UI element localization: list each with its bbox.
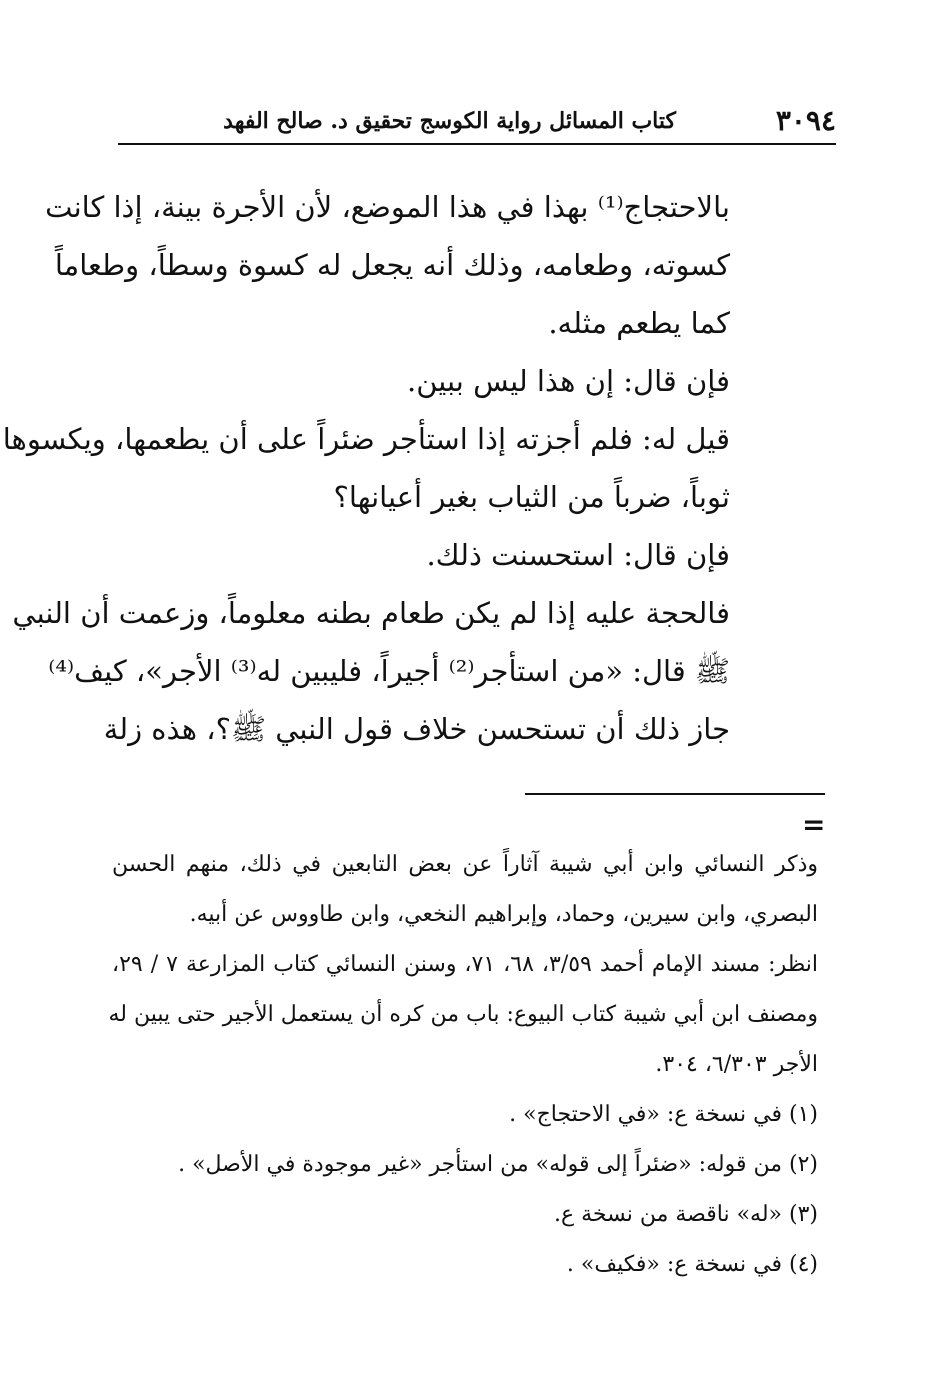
- body-line: كما يطعم مثله.: [548, 306, 730, 340]
- body-line: فإن قال: استحسنت ذلك.: [426, 538, 730, 572]
- running-title: كتاب المسائل رواية الكوسج تحقيق د. صالح الفهد: [223, 108, 676, 134]
- body-line: كسوته، وطعامه، وذلك أنه يجعل له كسوة وسطاً، وطعاماً: [54, 248, 730, 282]
- body-line: بالاحتجاج⁽¹⁾ بهذا في هذا الموضع، لأن الأجرة بينة، إذا كانت: [45, 190, 730, 224]
- footnote-line: البصري، وابن سيرين، وحماد، وإبراهيم النخعي، وابن طاووس عن أبيه.: [189, 902, 818, 927]
- footnote-item: (٤) في نسخة ع: «فكيف» .: [566, 1252, 818, 1277]
- footnote-item: (٢) من قوله: «ضئراً إلى قوله» من استأجر «غير موجودة في الأصل» .: [178, 1152, 818, 1177]
- footnote-line: انظر: مسند الإمام أحمد ٣/٥٩، ٦٨، ٧١، وسنن النسائي كتاب المزارعة ٧ / ٢٩،: [112, 952, 819, 977]
- footnote-line: الأجر ٦/٣٠٣، ٣٠٤.: [655, 1052, 818, 1077]
- body-line: فإن قال: إن هذا ليس ببين.: [407, 364, 730, 398]
- footnote-rule: [525, 793, 825, 795]
- footnote-item: (١) في نسخة ع: «في الاحتجاج» .: [509, 1102, 818, 1127]
- page-number: ٣٠٩٤: [775, 104, 836, 137]
- body-line: ثوباً، ضرباً من الثياب بغير أعيانها؟: [333, 480, 730, 514]
- footnotes-section: [108, 840, 819, 1290]
- body-line: ﷺ قال: «من استأجر⁽²⁾ أجيراً، فليبين له⁽³⁾ الأجر»، كيف⁽⁴⁾: [48, 654, 730, 688]
- main-text: [2, 178, 730, 758]
- body-line: جاز ذلك أن تستحسن خلاف قول النبي ﷺ؟، هذه زلة: [103, 712, 730, 746]
- footnote-continuation-mark: =: [802, 808, 826, 841]
- footnote-item: (٣) «له» ناقصة من نسخة ع.: [553, 1202, 818, 1227]
- footnote-line: وذكر النسائي وابن أبي شيبة آثاراً عن بعض التابعين في ذلك، منهم الحسن: [112, 852, 818, 877]
- page-header: [118, 102, 836, 142]
- footnote-line: ومصنف ابن أبي شيبة كتاب البيوع: باب من كره أن يستعمل الأجير حتى يبين له: [108, 1002, 818, 1027]
- body-line: فالحجة عليه إذا لم يكن طعام بطنه معلوماً، وزعمت أن النبي: [12, 596, 730, 630]
- body-line: قيل له: فلم أجزته إذا استأجر ضئراً على أن يطعمها، ويكسوها: [2, 422, 730, 456]
- header-rule: [118, 143, 836, 145]
